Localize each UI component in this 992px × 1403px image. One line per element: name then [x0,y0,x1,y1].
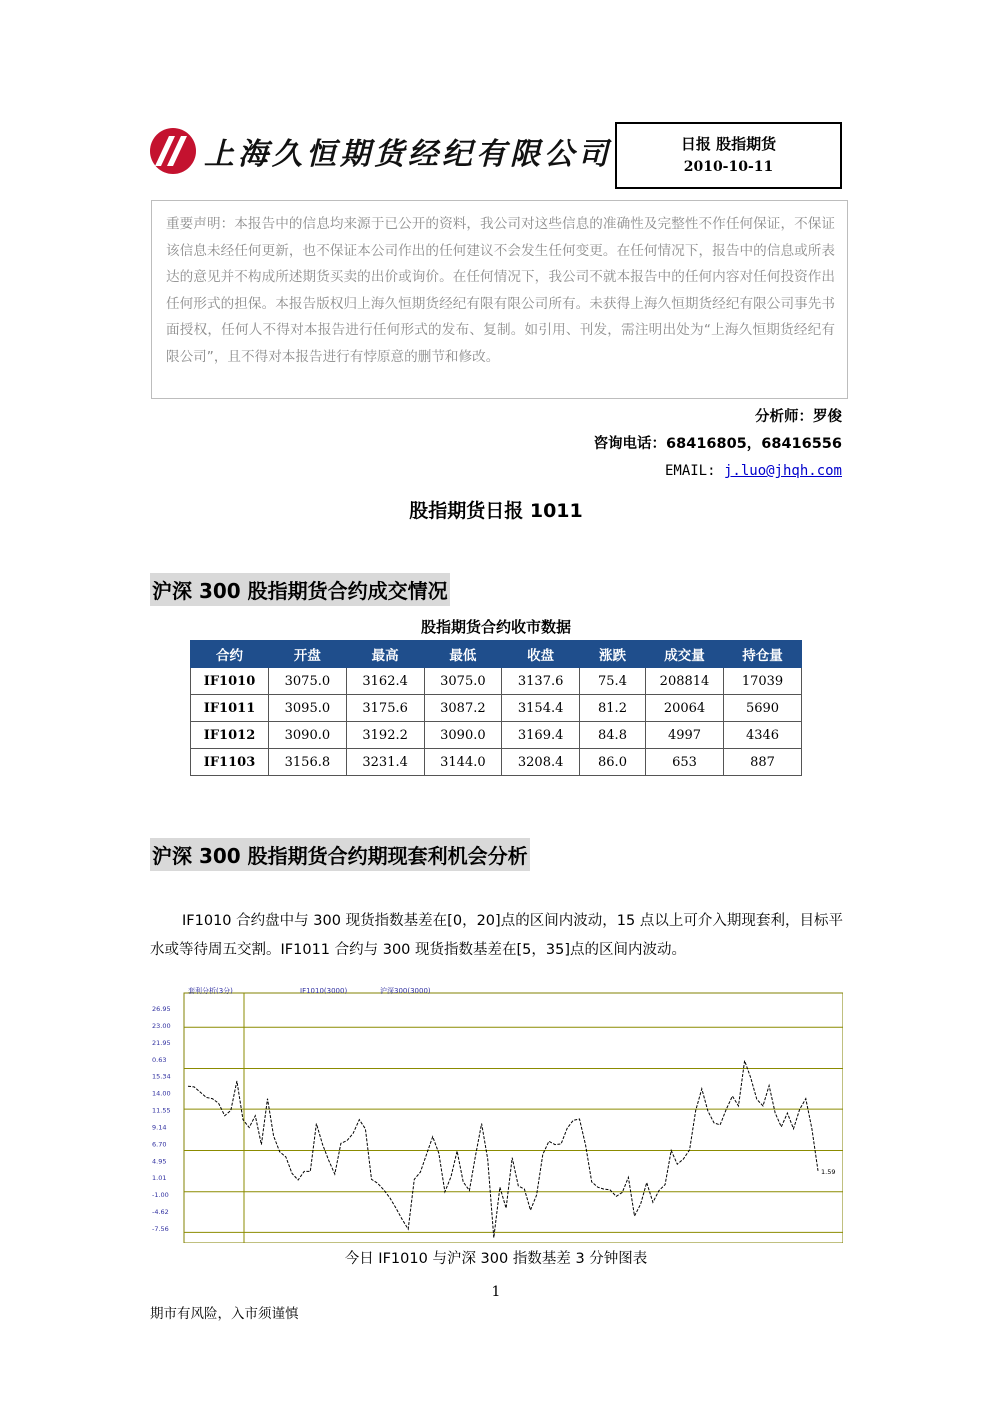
y-tick-label: 9.14 [152,1123,167,1132]
y-tick-label: -1.00 [152,1191,169,1200]
table-cell: 3156.8 [269,749,347,776]
table-cell: IF1011 [191,695,269,722]
document-title: 股指期货日报 1011 [409,500,583,522]
table-caption: 股指期货合约收市数据 [420,618,571,636]
y-tick-label: 21.95 [152,1038,171,1047]
column-header: 最高 [346,641,424,668]
table-cell: 653 [646,749,724,776]
table-cell: IF1010 [191,668,269,695]
table-cell: 3090.0 [424,722,502,749]
table-row [191,695,802,722]
email-label: EMAIL: [664,463,724,479]
report-type: 日报 股指期货 [680,135,777,153]
y-tick-label: -4.62 [152,1208,169,1217]
table-cell: 3095.0 [269,695,347,722]
table-cell: 3090.0 [269,722,347,749]
y-tick-label: 26.95 [152,1005,171,1013]
table-cell: 3192.2 [346,722,424,749]
table-row [191,668,802,695]
column-header: 合约 [191,641,269,668]
table-row [191,749,802,776]
last-value-label: 1.59 [821,1167,836,1176]
table-cell: 3075.0 [424,668,502,695]
report-info-box [615,122,842,189]
section-heading-arbitrage: 沪深 300 股指期货合约期现套利机会分析 [150,838,530,871]
email-link[interactable]: j.luo@jhqh.com [723,463,842,479]
legend-entry: 沪深300(3000) [380,987,431,995]
analysis-paragraph: IF1010 合约盘中与 300 现货指数基差在[0，20]点的区间内波动，15 点以上可介入期现套利，目标平水或等待周五交割。IF1011 合约与 300 现货指数基差在[5，35]点的区间内波动。 [150,913,843,958]
basis-chart-svg [150,985,843,1243]
basis-chart [150,985,843,1243]
chart-caption: 今日 IF1010 与沪深 300 指数基差 3 分钟图表 [344,1251,648,1267]
y-tick-label: 14.00 [152,1089,171,1098]
column-header: 开盘 [269,641,347,668]
table-cell: 4346 [724,722,802,749]
contact-block [594,404,842,485]
company-name: 上海久恒期货经纪有限公司 [204,137,612,172]
table-cell: 3231.4 [346,749,424,776]
logo-mark-icon [150,128,196,174]
table-cell: 887 [724,749,802,776]
y-tick-label: 15.34 [152,1072,171,1081]
closing-data-table [190,640,802,776]
table-cell: 81.2 [580,695,646,722]
table-cell: 3075.0 [269,668,347,695]
y-tick-label: 6.70 [152,1140,167,1149]
column-header: 持仓量 [724,641,802,668]
table-row [191,722,802,749]
y-tick-label: -7.56 [152,1225,169,1233]
table-cell: 3087.2 [424,695,502,722]
table-cell: 3175.6 [346,695,424,722]
table-cell: 3169.4 [502,722,580,749]
y-tick-label: 23.00 [152,1021,171,1030]
table-cell: 75.4 [580,668,646,695]
table-cell: IF1012 [191,722,269,749]
table-cell: 3208.4 [502,749,580,776]
table-cell: 3162.4 [346,668,424,695]
disclaimer: 重要声明：本报告中的信息均来源于已公开的资料，我公司对这些信息的准确性及完整性不作任何保证，不保证该信息未经任何更新，也不保证本公司作出的任何建议不会发生任何变更。在任何情况下，报告中的信息或所表达的意见并不构成所述期货买卖的出价或询价。在任何情况下，我公司不就本报告中的任何内容对任何投资作出任何形式的担保。本报告版权归上海久恒期货经纪有限有限公司所有。未获得上海久恒期货经纪有限公司事先书面授权，任何人不得对本报告进行任何形式的发布、复制。如引用、刊发，需注明出处为“上海久恒期货经纪有限公司”，且不得对本报告进行有悖原意的删节和修改。 [151,200,848,399]
table-cell: 208814 [646,668,724,695]
table-cell: 17039 [724,668,802,695]
column-header: 收盘 [502,641,580,668]
analyst-name: 分析师：罗俊 [755,409,842,425]
report-date: 2010-10-11 [683,159,774,175]
column-header: 成交量 [646,641,724,668]
page-number: 1 [491,1284,501,1300]
table-header-row [191,641,802,668]
y-tick-label: 4.95 [152,1157,167,1166]
y-tick-label: 1.01 [152,1174,167,1183]
table-cell: 4997 [646,722,724,749]
column-header: 最低 [424,641,502,668]
table-cell: 84.8 [580,722,646,749]
table-cell: 20064 [646,695,724,722]
company-logo [150,124,610,178]
table-cell: 3144.0 [424,749,502,776]
email-line [594,458,842,485]
table-cell: 5690 [724,695,802,722]
legend-entry: IF1010(3000) [300,987,348,995]
legend-entry: 套利分析(3分) [188,987,233,995]
phone-numbers: 咨询电话：68416805，68416556 [593,436,842,452]
table-cell: 86.0 [580,749,646,776]
y-tick-label: 11.55 [152,1106,171,1115]
y-tick-label: 0.63 [152,1055,167,1064]
footer-note: 期市有风险，入市须谨慎 [150,1306,299,1322]
section-heading-trading: 沪深 300 股指期货合约成交情况 [150,573,450,606]
table-cell: 3137.6 [502,668,580,695]
table-cell: IF1103 [191,749,269,776]
table-cell: 3154.4 [502,695,580,722]
column-header: 涨跌 [580,641,646,668]
